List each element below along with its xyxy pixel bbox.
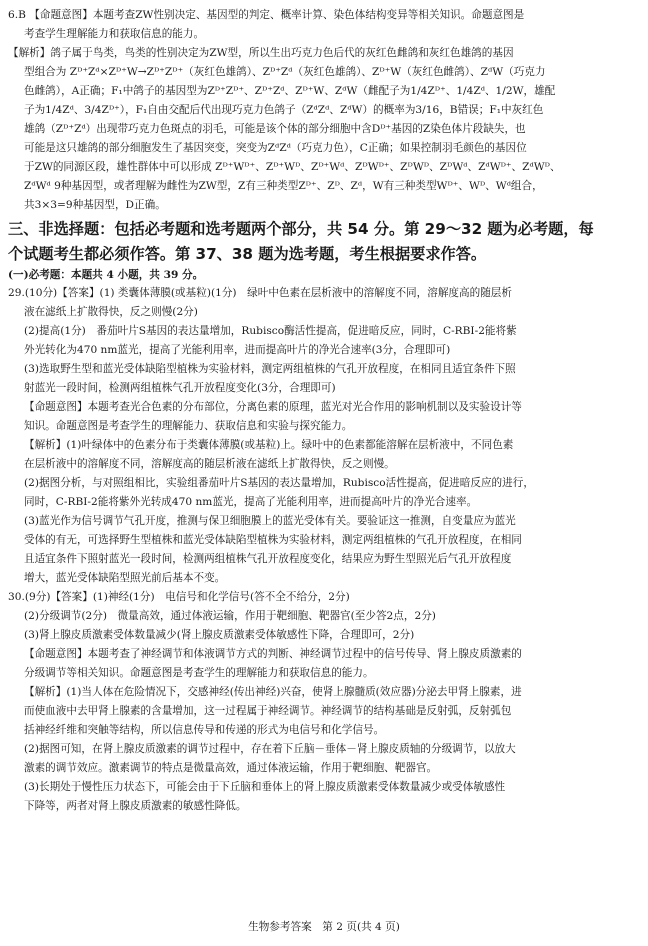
q30-analysis-line: 而使血液中去甲肾上腺素的含量增加，这一过程属于神经调节。神经调节的结构基础是反射弧，反射弧包 [24, 705, 512, 717]
q29-analysis-line: 同时，C-RBI-2能将紫外光转成470 nm蓝光，提高了光能利用率，进而提高叶片的净光合速率。 [24, 496, 478, 508]
q30-intent-line: 分级调节等相关知识。命题意图是考查学生的理解能力和获取信息的能力。 [24, 667, 374, 679]
q29-answer-line: 29.(10分)【答案】(1) 类囊体薄膜(或基粒)(1分) 绿叶中色素在层析液中的溶解度不同，溶解度高的随层析 [8, 287, 512, 299]
section-title-line: 三、非选择题：包括必考题和选考题两个部分，共 54 分。第 29～32 题为必考题，每 [8, 220, 594, 238]
q30-answer-line: (3)肾上腺皮质激素受体数量减少(肾上腺皮质激素受体敏感性下降，合理即可，2分) [24, 629, 415, 641]
q30-answer-line: (2)分级调节(2分) 微量高效，通过体液运输，作用于靶细胞、靶器官(至少答2点，2分) [24, 610, 436, 622]
section-subtitle: (一)必考题：本题共 4 小题，共 39 分。 [8, 269, 204, 281]
q30-block [8, 588, 634, 816]
q6-analysis-line: 雄鸽（Zᴰ⁺Zᵈ）出现带巧克力色斑点的羽毛，可能是该个体的部分细胞中含Dᴰ⁺基因的Z染色体片段缺失，也 [24, 123, 526, 135]
q6-analysis-line: 型组合为 Zᴰ⁺Zᵈ×Zᴰ⁺W→Zᴰ⁺Zᴰ⁺（灰红色雄鸽）、Zᴰ⁺Zᵈ（灰红色雄鸽）、Zᴰ⁺W（灰红色雌鸽）、ZᵈW（巧克力 [24, 66, 546, 78]
q29-analysis-line: 且适宜条件下照射蓝光一段时间，检测两组植株气孔开放程度变化，结果应为野生型照光后气孔开放程度 [24, 553, 512, 565]
q30-analysis-line: 【解析】(1)当人体在危险情况下，交感神经(传出神经)兴奋，使肾上腺髓质(效应器)分泌去甲肾上腺素，进 [24, 686, 522, 698]
q6-analysis-line: 色雌鸽），A正确；F₁中鸽子的基因型为Zᴰ⁺Zᴰ⁺、Zᴰ⁺Zᵈ、Zᴰ⁺W、ZᵈW（雌配子为1/4Zᴰ⁺、1/4Zᵈ、1/2W，雄配 [24, 85, 556, 97]
q30-analysis-line: 下降等，两者对肾上腺皮质激素的敏感性降低。 [24, 800, 247, 812]
q29-answer-line: 射蓝光一段时间，检测两组植株气孔开放程度变化(3分，合理即可) [24, 382, 336, 394]
q29-analysis-line: (3)蓝光作为信号调节气孔开度，推测与保卫细胞膜上的蓝光受体有关。要验证这一推测，自变量应为蓝光 [24, 515, 516, 527]
section-title-line: 个试题考生都必须作答。第 37、38 题为选考题，考生根据要求作答。 [8, 245, 487, 263]
q6-analysis-line: 【解析】鸽子属于鸟类，鸟类的性别决定为ZW型，所以生出巧克力色后代的灰红色雌鸽和灰红色雄鸽的基因 [8, 47, 514, 59]
q6-block [8, 6, 634, 215]
q29-answer-line: 外光转化为470 nm蓝光，提高了光能利用率，进而提高叶片的净光合速率(3分，合理即可) [24, 344, 451, 356]
q6-analysis-line: 共3×3=9种基因型，D正确。 [24, 199, 166, 211]
q29-analysis-line: 【解析】(1)叶绿体中的色素分布于类囊体薄膜(或基粒)上。绿叶中的色素都能溶解在层析液中，不同色素 [24, 439, 514, 451]
q30-analysis-line: 括神经纤维和突触等结构，所以信息传导和传递的形式为电信号和化学信号。 [24, 724, 385, 736]
section-heading [8, 218, 634, 284]
q29-intent-line: 【命题意图】本题考查光合色素的分布部位，分离色素的原理，蓝光对光合作用的影响机制以及实验设计等 [24, 401, 522, 413]
q29-analysis-line: (2)据图分析，与对照组相比，实验组番茄叶片S基因的表达量增加，Rubisco活性提高，促进暗反应的进行， [24, 477, 534, 489]
q30-answer-line: 30.(9分)【答案】(1)神经(1分) 电信号和化学信号(答不全不给分，2分) [8, 591, 350, 603]
page-footer: 生物参考答案 第 2 页(共 4 页) [248, 921, 400, 933]
q6-analysis-line: 子为1/4Zᵈ、3/4Zᴰ⁺），F₁自由交配后代出现巧克力色鸽子（ZᵈZᵈ、ZᵈW）的概率为3/16，B错误；F₁中灰红色 [24, 104, 544, 116]
q29-analysis-line: 增大，蓝光受体缺陷型照光前后基本不变。 [24, 572, 226, 584]
q6-analysis-line: ZᵈWᵈ 9种基因型，或者理解为雌性为ZW型，Z有三种类型Zᴰ⁺、Zᴰ、Zᵈ，W有三种类型Wᴰ⁺、Wᴰ、Wᵈ组合， [24, 180, 543, 192]
q29-analysis-line: 在层析液中的溶解度不同，溶解度高的随层析液在滤纸上扩散得快，反之则慢。 [24, 458, 395, 470]
q30-analysis-line: (3)长期处于慢性压力状态下，可能会由于下丘脑和垂体上的肾上腺皮质激素受体数量减少或受体敏感性 [24, 781, 506, 793]
q6-analysis-line: 于ZW的同源区段，雄性群体中可以形成 Zᴰ⁺Wᴰ⁺、Zᴰ⁺Wᴰ、Zᴰ⁺Wᵈ、ZᴰWᴰ⁺、ZᴰWᴰ、ZᴰWᵈ、ZᵈWᴰ⁺、ZᵈWᴰ、 [24, 161, 561, 173]
q30-intent-line: 【命题意图】本题考查了神经调节和体液调节方式的判断、神经调节过程中的信号传导、肾上腺皮质激素的 [24, 648, 522, 660]
q29-analysis-line: 受体的有无，可选择野生型植株和蓝光受体缺陷型植株为实验材料，测定两组植株的气孔开放程度，在相同 [24, 534, 522, 546]
q30-analysis-line: (2)据图可知，在肾上腺皮质激素的调节过程中，存在着下丘脑－垂体－肾上腺皮质轴的分级调节，以放大 [24, 743, 516, 755]
q30-analysis-line: 激素的调节效应。激素调节的特点是微量高效，通过体液运输，作用于靶细胞、靶器官。 [24, 762, 438, 774]
q6-analysis-line: 可能是这只雄鸽的部分细胞发生了基因突变，突变为ZᵈZᵈ（巧克力色），C正确；如果控制羽毛颜色的基因位 [24, 142, 527, 154]
q29-answer-line: (2)提高(1分) 番茄叶片S基因的表达量增加，Rubisco酶活性提高，促进暗反应，同时，C-RBI-2能将紫 [24, 325, 517, 337]
q29-answer-line: (3)选取野生型和蓝光受体缺陷型植株为实验材料，测定两组植株的气孔开放程度，在相同且适宜条件下照 [24, 363, 516, 375]
q29-answer-line: 液在滤纸上扩散得快，反之则慢(2分) [24, 306, 198, 318]
q6-intent-line: 6.B 【命题意图】本题考查ZW性别决定、基因型的判定、概率计算、染色体结构变异等相关知识。命题意图是 [8, 9, 525, 21]
q29-intent-line: 知识。命题意图是考查学生的理解能力、获取信息和实验与探究能力。 [24, 420, 353, 432]
q29-block [8, 284, 634, 588]
q6-intent-line: 考查学生理解能力和获取信息的能力。 [24, 28, 205, 40]
